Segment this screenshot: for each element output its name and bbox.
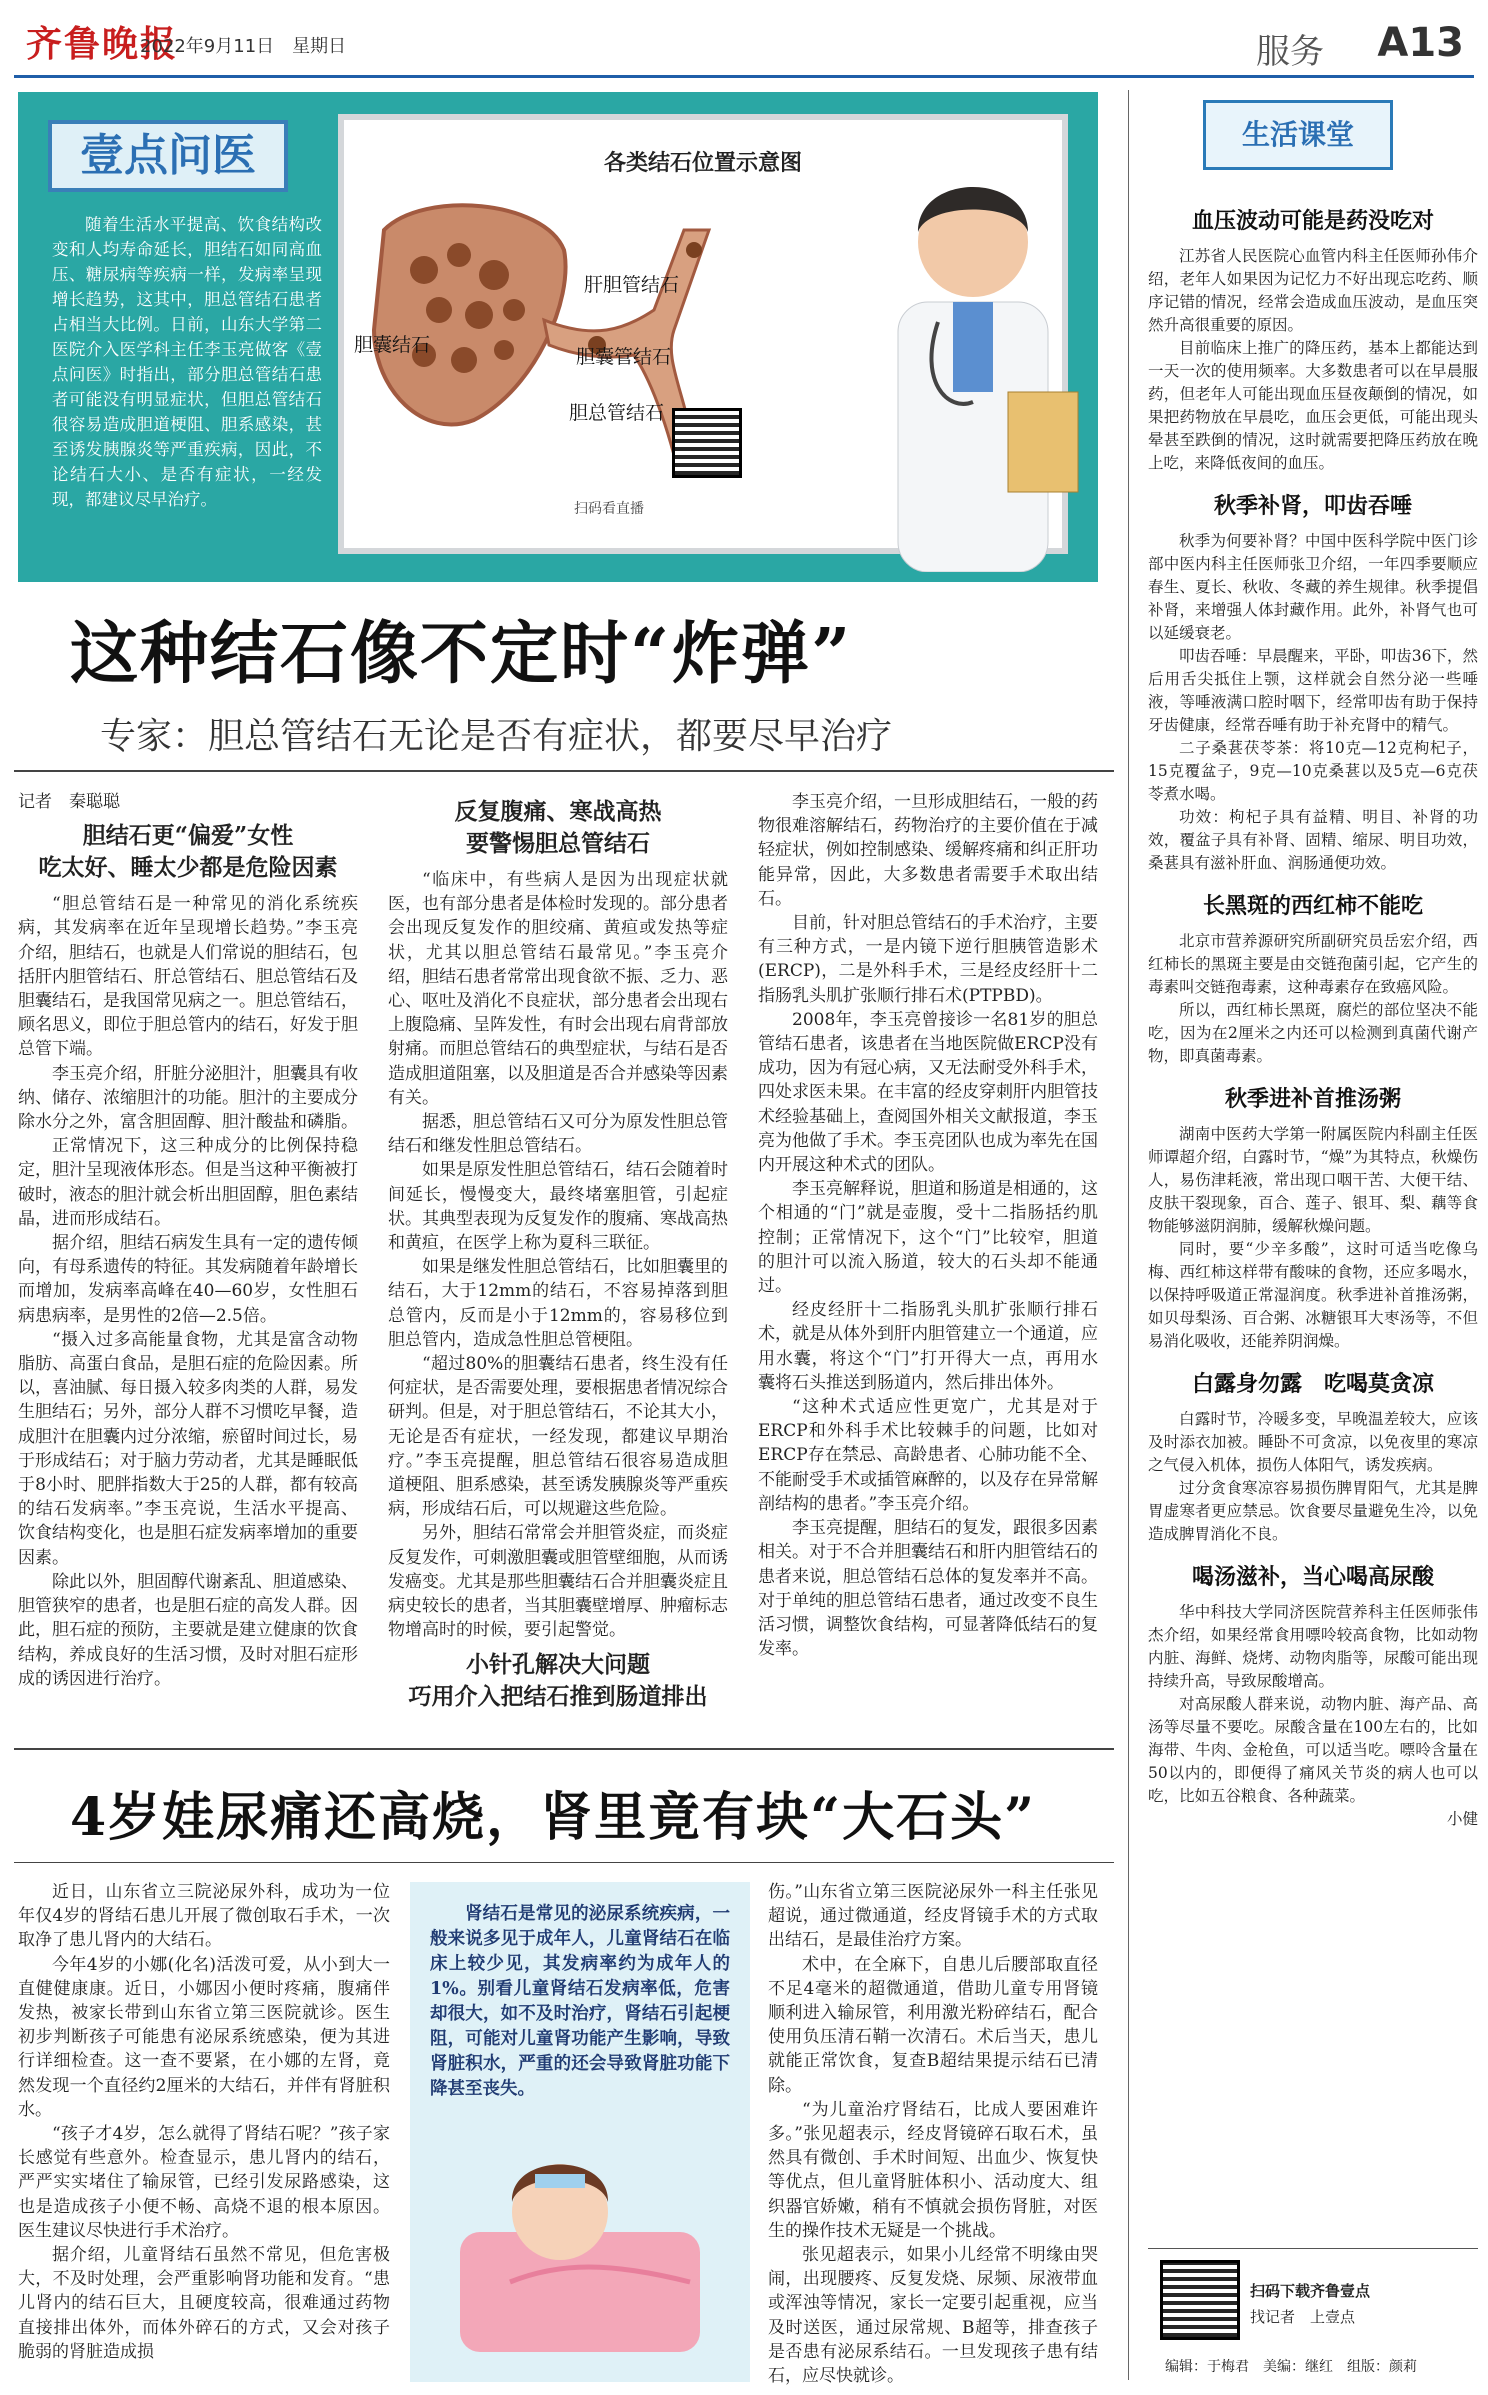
- sidebar-item: [1148, 1367, 1478, 1546]
- paragraph: 李玉亮介绍，肝脏分泌胆汁，胆囊具有收纳、储存、浓缩胆汁的功能。胆汁的主要成分除水分之外，富含胆固醇、胆汁酸盐和磷脂。: [18, 1063, 358, 1133]
- sidebar-item: [1148, 889, 1478, 1068]
- label-common-duct: 胆总管结石: [569, 402, 665, 424]
- footer-scan: 扫码下载齐鲁壹点: [1250, 2282, 1371, 2300]
- sidebar-articles: [1148, 190, 1478, 1831]
- paragraph: 据介绍，儿童肾结石虽然不常见，但危害极大，不及时处理，会严重影响肾功能和发育。“患儿肾内的结石巨大，且硬度较高，很难通过药物直接排出体外，而体外碎石的方式，又会对孩子脆弱的肾脏造成损: [18, 2245, 390, 2362]
- label-intrahepatic: 肝胆管结石: [584, 274, 680, 296]
- paragraph: 据悉，胆总管结石又可分为原发性胆总管结石和继发性胆总管结石。: [388, 1112, 728, 1157]
- sidebar-item-title: 喝汤滋补，当心喝高尿酸: [1191, 1564, 1434, 1590]
- paragraph: 近日，山东省立三院泌尿外科，成功为一位年仅4岁的肾结石患儿开展了微创取石手术，一次取净了患儿肾内的大结石。: [18, 1882, 390, 1951]
- divider: [1148, 2248, 1478, 2249]
- sidebar-item: [1148, 1082, 1478, 1353]
- paragraph: 李玉亮介绍，一旦形成胆结石，一般的药物很难溶解结石，药物治疗的主要价值在于减轻症状，例如控制感染、缓解疼痛和纠正肝功能异常，因此，大多数患者需要手术取出结石。: [758, 792, 1098, 909]
- sidebar-paragraph: 同时，要“少辛多酸”，这时可适当吃像乌梅、西红柿这样带有酸味的食物，还应多喝水，以保持呼吸道正常湿润度。秋季进补首推汤粥，如贝母梨汤、百合粥、冰糖银耳大枣汤等，不但易消化吸收，还能养阴润燥。: [1148, 1240, 1478, 1350]
- paragraph: 除此以外，胆固醇代谢紊乱、胆道感染、胆管狭窄的患者，也是胆石症的高发人群。因此，胆石症的预防，主要就是建立健康的饮食结构，养成良好的生活习惯，及时对胆石症形成的诱因进行治疗。: [18, 1571, 358, 1689]
- divider: [14, 1748, 1114, 1750]
- paragraph: “孩子才4岁，怎么就得了肾结石呢？”孩子家长感觉有些意外。检查显示，患儿肾内的结石，严严实实堵住了输尿管，已经引发尿路感染，这也是造成孩子小便不畅、高烧不退的根本原因。医生建议尽快进行手术治疗。: [18, 2124, 390, 2241]
- sidebar-paragraph: 二子桑葚茯苓茶：将10克—12克枸杞子，15克覆盆子，9克—10克桑葚以及5克—6克茯苓煮水喝。: [1148, 739, 1478, 803]
- article1-column-2: [388, 790, 728, 1721]
- issue-date: 2022年9月11日 星期日: [140, 36, 347, 57]
- sidebar-tag: 生活课堂: [1203, 100, 1393, 170]
- sick-child-illustration: [450, 2112, 710, 2362]
- sidebar-item: [1148, 489, 1478, 875]
- byline: 记者 秦聪聪: [18, 792, 120, 812]
- paragraph: “这种术式适应性更宽广，尤其是对于ERCP和外科手术比较棘手的问题，比如对ERCP存在禁忌、高龄患者、心肺功能不全、不能耐受手术或插管麻醉的，以及存在异常解剖结构的患者。”李玉亮介绍。: [758, 1397, 1098, 1514]
- sidebar-item-title: 白露身勿露 吃喝莫贪凉: [1191, 1371, 1434, 1397]
- sidebar-paragraph: 功效：枸杞子具有益精、明目、补肾的功效，覆盆子具有补肾、固精、缩尿、明目功效，桑葚具有滋补肝血、润肠通便功效。: [1148, 808, 1478, 872]
- sidebar-item-title: 秋季补肾，叩齿吞唾: [1213, 493, 1412, 519]
- sidebar-paragraph: 江苏省人民医院心血管内科主任医师孙伟介绍，老年人如果因为记忆力不好出现忘吃药、顺序记错的情况，经常会造成血压波动，是血压突然升高很重要的原因。: [1148, 247, 1478, 334]
- article2-column-1: [18, 1880, 390, 2364]
- paper-logo: 齐鲁晚报: [26, 23, 179, 65]
- scan-caption: 扫码看直播: [574, 501, 644, 517]
- banner-intro: 随着生活水平提高、饮食结构改变和人均寿命延长，胆结石如同高血压、糖尿病等疾病一样，发病率呈现增长趋势，这其中，胆总管结石患者占相当大比例。日前，山东大学第二医院介入医学科主任李玉亮做客《壹点问医》时指出，部分胆总管结石患者可能没有明显症状，但胆总管结石很容易造成胆道梗阻、胆系感染，甚至诱发胰腺炎等严重疾病，因此，不论结石大小、是否有症状，一经发现，都建议尽早治疗。: [52, 215, 322, 509]
- paragraph: 张见超表示，如果小儿经常不明缘由哭闹，出现腰疼、反复发烧、尿频、尿液带血或浑浊等情况，家长一定要引起重视，应当及时送医，通过尿常规、B超等，排查孩子是否患有泌尿系结石。一旦发现孩子患有结石，应尽快就诊。: [768, 2245, 1098, 2387]
- paragraph: 李玉亮提醒，胆结石的复发，跟很多因素相关。对于不合并胆囊结石和肝内胆管结石的患者来说，胆总管结石总体的复发率并不高。对于单纯的胆总管结石患者，通过改变不良生活习惯，调整饮食结构，可显著降低结石的复发率。: [758, 1518, 1098, 1660]
- page-number: A13: [1377, 20, 1464, 66]
- divider: [14, 770, 1114, 772]
- sidebar-paragraph: 湖南中医药大学第一附属医院内科副主任医师谭超介绍，白露时节，“燥”为其特点，秋燥伤人，易伤津耗液，常出现口咽干苦、大便干结、皮肤干裂现象，百合、莲子、银耳、梨、藕等食物能够滋阴润肺，缓解秋燥问题。: [1148, 1125, 1478, 1235]
- sidebar-paragraph: 过分贪食寒凉容易损伤脾胃阳气，尤其是脾胃虚寒者更应禁忌。饮食要尽量避免生冷，以免造成脾胃消化不良。: [1148, 1479, 1478, 1543]
- sidebar-paragraph: 华中科技大学同济医院营养科主任医师张伟杰介绍，如果经常食用嘌呤较高食物，比如动物内脏、海鲜、烧烤、动物肉脂等，尿酸可能出现持续升高，导致尿酸增高。: [1148, 1603, 1478, 1690]
- main-headline: 这种结石像不定时“炸弹”: [70, 614, 853, 694]
- column-separator: [1128, 90, 1129, 2380]
- paragraph: “临床中，有些病人是因为出现症状就医，也有部分患者是体检时发现的。部分患者会出现反复发作的胆绞痛、黄疸或发热等症状，尤其以胆总管结石最常见。”李玉亮介绍，胆结石患者常常出现食欲不振、乏力、恶心、呕吐及消化不良症状，部分患者会出现右上腹隐痛、呈阵发性，有时会出现右肩背部放射痛。而胆总管结石的典型症状，与结石是否造成胆道阻塞，以及胆道是否合并感染等因素有关。: [388, 870, 728, 1108]
- article1-column-1: [18, 790, 358, 1691]
- infobox-text: 肾结石是常见的泌尿系统疾病，一般来说多见于成年人，儿童肾结石在临床上较少见，其发病率约为成年人的1%。别看儿童肾结石发病率低，危害却很大，如不及时治疗，肾结石引起梗阻，可能对儿童肾功能产生影响，导致肾脏积水，严重的还会导致肾脏功能下降甚至丧失。: [430, 1904, 730, 2099]
- label-gallbladder: 胆囊结石: [354, 334, 431, 356]
- paragraph: “超过80%的胆囊结石患者，终生没有任何症状，是否需要处理，要根据患者情况综合研判。但是，对于胆总管结石，不论其大小，无论是否有症状，一经发现，都建议早期治疗。”李玉亮提醒，胆总管结石很容易造成胆道梗阻、胆系感染，甚至诱发胰腺炎等严重疾病，形成结石后，可以规避这些危险。: [388, 1354, 728, 1520]
- sidebar-signature: 小健: [1446, 1810, 1478, 1828]
- sidebar-item-title: 秋季进补首推汤粥: [1224, 1086, 1401, 1112]
- article2-column-3: [768, 1880, 1098, 2388]
- kidney-stone-infobox: [410, 1882, 750, 2382]
- gallstone-diagram: [364, 190, 784, 530]
- paragraph: 目前，针对胆总管结石的手术治疗，主要有三种方式，一是内镜下逆行胆胰管造影术(ERCP)，二是外科手术，三是经皮经肝十二指肠乳头肌扩张顺行排石术(PTPBD)。: [758, 913, 1098, 1006]
- sidebar-item-title: 长黑斑的西红柿不能吃: [1202, 893, 1423, 919]
- sidebar-paragraph: 白露时节，冷暖多变，早晚温差较大，应该及时添衣加被。睡卧不可贪凉，以免夜里的寒凉之气侵入机体，损伤人体阳气，诱发疾病。: [1148, 1410, 1478, 1474]
- masthead: [14, 8, 1474, 78]
- sidebar-item: [1148, 1560, 1478, 1831]
- sidebar-paragraph: 所以，西红柿长黑斑，腐烂的部位坚决不能吃，因为在2厘米之内还可以检测到真菌代谢产物，即真菌毒素。: [1148, 1001, 1478, 1065]
- sidebar-paragraph: 北京市营养源研究所副研究员岳宏介绍，西红柿长的黑斑主要是由交链孢菌引起，它产生的毒素叫交链孢毒素，这种毒素存在致癌风险。: [1148, 932, 1478, 996]
- app-qr-code[interactable]: [1160, 2260, 1240, 2340]
- paragraph: 今年4岁的小娜(化名)活泼可爱，从小到大一直健健康康。近日，小娜因小便时疼痛，腹痛伴发热，被家长带到山东省立第三医院就诊。医生初步判断孩子可能患有泌尿系统感染，便为其进行详细检查。这一查不要紧，在小娜的左肾，竟然发现一个直径约2厘米的大结石，并伴有肾脏积水。: [18, 1954, 390, 2120]
- diagram-title: 各类结石位置示意图: [603, 151, 802, 176]
- paragraph: “胆总管结石是一种常见的消化系统疾病，其发病率在近年呈现增长趋势。”李玉亮介绍，胆结石，也就是人们常说的胆结石，包括肝内胆管结石、肝总管结石、胆总管结石及胆囊结石，是我国常见病之一。胆总管结石，顾名思义，即位于胆总管内的结石，好发于胆总管下端。: [18, 894, 358, 1060]
- doctor-illustration: [858, 162, 1088, 572]
- paragraph: 术中，在全麻下，自患儿后腰部取直径不足4毫米的超微通道，借助儿童专用肾镜顺利进入输尿管，利用激光粉碎结石，配合使用负压清石鞘一次清石。术后当天，患儿就能正常饮食，复查B超结果提示结石已清除。: [768, 1954, 1098, 2096]
- sidebar-paragraph: 叩齿吞唾：早晨醒来，平卧，叩齿36下，然后用舌尖抵住上颚，这样就会自然分泌一些唾液，等唾液满口腔时咽下，经常叩齿有助于保持牙齿健康，经常吞唾有助于补充肾中的精气。: [1148, 647, 1478, 734]
- section-name: 服务: [1256, 32, 1324, 72]
- label-cystic-duct: 胆囊管结石: [576, 346, 672, 368]
- sidebar-paragraph: 目前临床上推广的降压药，基本上都能达到一天一次的使用频率。大多数患者可以在早晨服药，但老年人可能出现血压昼夜颠倒的情况，如果把药物放在早晨吃，血压会更低，可能出现头晕甚至跌倒的情况，这时就需要把降压药放在晚上吃，来降低夜间的血压。: [1148, 339, 1478, 472]
- paragraph: 正常情况下，这三种成分的比例保持稳定，胆汁呈现液体形态。但是当这种平衡被打破时，液态的胆汁就会析出胆固醇，胆色素结晶，进而形成结石。: [18, 1136, 358, 1229]
- column-tag: 壹点问医: [48, 120, 288, 192]
- main-subhead: 专家：胆总管结石无论是否有症状，都要尽早治疗: [100, 716, 893, 757]
- live-qr-code[interactable]: [672, 408, 742, 478]
- paragraph: 2008年，李玉亮曾接诊一名81岁的胆总管结石患者，该患者在当地医院做ERCP没有成功，因为有冠心病，又无法耐受外科手术，四处求医未果。在丰富的经皮穿刺肝内胆管技术经验基础上，查阅国外相关文献报道，李玉亮为他做了手术。李玉亮团队也成为率先在国内开展这种术式的团队。: [758, 1009, 1098, 1176]
- paragraph: 李玉亮解释说，胆道和肠道是相通的，这个相通的“门”就是壶腹，受十二指肠括约肌控制；正常情况下，这个“门”比较窄，胆道的胆汁可以流入肠道，较大的石头却不能通过。: [758, 1179, 1098, 1297]
- paragraph: “为儿童治疗肾结石，比成人要困难许多。”张见超表示，经皮肾镜碎石取石术，虽然具有微创、手术时间短、出血少、恢复快等优点，但儿童肾脏体积小、活动度大、组织器官娇嫩，稍有不慎就会损伤肾脏，对医生的操作技术无疑是一个挑战。: [768, 2099, 1098, 2241]
- divider: [14, 1862, 1114, 1863]
- sidebar-paragraph: 秋季为何要补肾？中国中医科学院中医门诊部中医内科主任医师张卫介绍，一年四季要顺应春生、夏长、秋收、冬藏的养生规律。秋季提倡补肾，来增强人体封藏作用。此外，补肾气也可以延缓衰老。: [1148, 532, 1478, 642]
- subheading-3: 小针孔解决大问题 巧用介入把结石推到肠道排出: [408, 1650, 708, 1710]
- article1-column-3: [758, 790, 1098, 1661]
- page-credits: 编辑：于梅君 美编：继红 组版：颜莉: [1165, 2359, 1417, 2375]
- second-headline: 4岁娃尿痛还高烧，肾里竟有块“大石头”: [70, 1787, 1037, 1848]
- paragraph: 如果是继发性胆总管结石，比如胆囊里的结石，大于12mm的结石，不容易掉落到胆总管内，反而是小于12mm的，容易移位到胆总管内，造成急性胆总管梗阻。: [388, 1257, 728, 1350]
- subheading-1: 胆结石更“偏爱”女性 吃太好、睡太少都是危险因素: [38, 822, 338, 882]
- paragraph: 伤。”山东省立第三医院泌尿外一科主任张见超说，通过微通道，经皮肾镜手术的方式取出结石，是最佳治疗方案。: [768, 1882, 1098, 1951]
- paragraph: 另外，胆结石常常会并胆管炎症，而炎症反复发作，可刺激胆囊或胆管壁细胞，从而诱发癌变。尤其是那些胆囊结石合并胆囊炎症且病史较长的患者，当其胆囊壁增厚、肿瘤标志物增高时的时候，要引起警觉。: [388, 1523, 728, 1641]
- footer-find: 找记者 上壹点: [1250, 2308, 1356, 2326]
- paragraph: 据介绍，胆结石病发生具有一定的遗传倾向，有母系遗传的特征。其发病随着年龄增长而增加，发病率高峰在40—60岁，女性胆石病患病率，是男性的2倍—2.5倍。: [18, 1233, 358, 1326]
- sidebar-item: [1148, 204, 1478, 475]
- paragraph: 经皮经肝十二指肠乳头肌扩张顺行排石术，就是从体外到肝内胆管建立一个通道，应用水囊，将这个“门”打开得大一点，再用水囊将石头推送到肠道内，然后排出体外。: [758, 1300, 1098, 1393]
- paragraph: 如果是原发性胆总管结石，结石会随着时间延长，慢慢变大，最终堵塞胆管，引起症状。其典型表现为反复发作的腹痛、寒战高热和黄疸，在医学上称为夏科三联征。: [388, 1160, 728, 1254]
- sidebar-item-title: 血压波动可能是药没吃对: [1191, 208, 1434, 234]
- feature-banner: [18, 92, 1098, 582]
- sidebar-paragraph: 对高尿酸人群来说，动物内脏、海产品、高汤等尽量不要吃。尿酸含量在100左右的，比如海带、牛肉、金枪鱼，可以适当吃。嘌呤含量在50以内的，即便得了痛风关节炎的病人也可以吃，比如五谷粮食、各种蔬菜。: [1148, 1695, 1478, 1805]
- subheading-2: 反复腹痛、寒战高热 要警惕胆总管结石: [454, 798, 662, 857]
- paragraph: “摄入过多高能量食物，尤其是富含动物脂肪、高蛋白食品，是胆石症的危险因素。所以，喜油腻、每日摄入较多肉类的人群，易发生胆结石；另外，部分人群不习惯吃早餐，造成胆汁在胆囊内过分浓缩，瘀留时间过长，易于形成结石；对于脑力劳动者，尤其是睡眠低于8小时、肥胖指数大于25的人群，都有较高的结石发病率。”李玉亮说，生活水平提高、饮食结构变化，也是胆石症发病率增加的重要因素。: [18, 1329, 358, 1568]
